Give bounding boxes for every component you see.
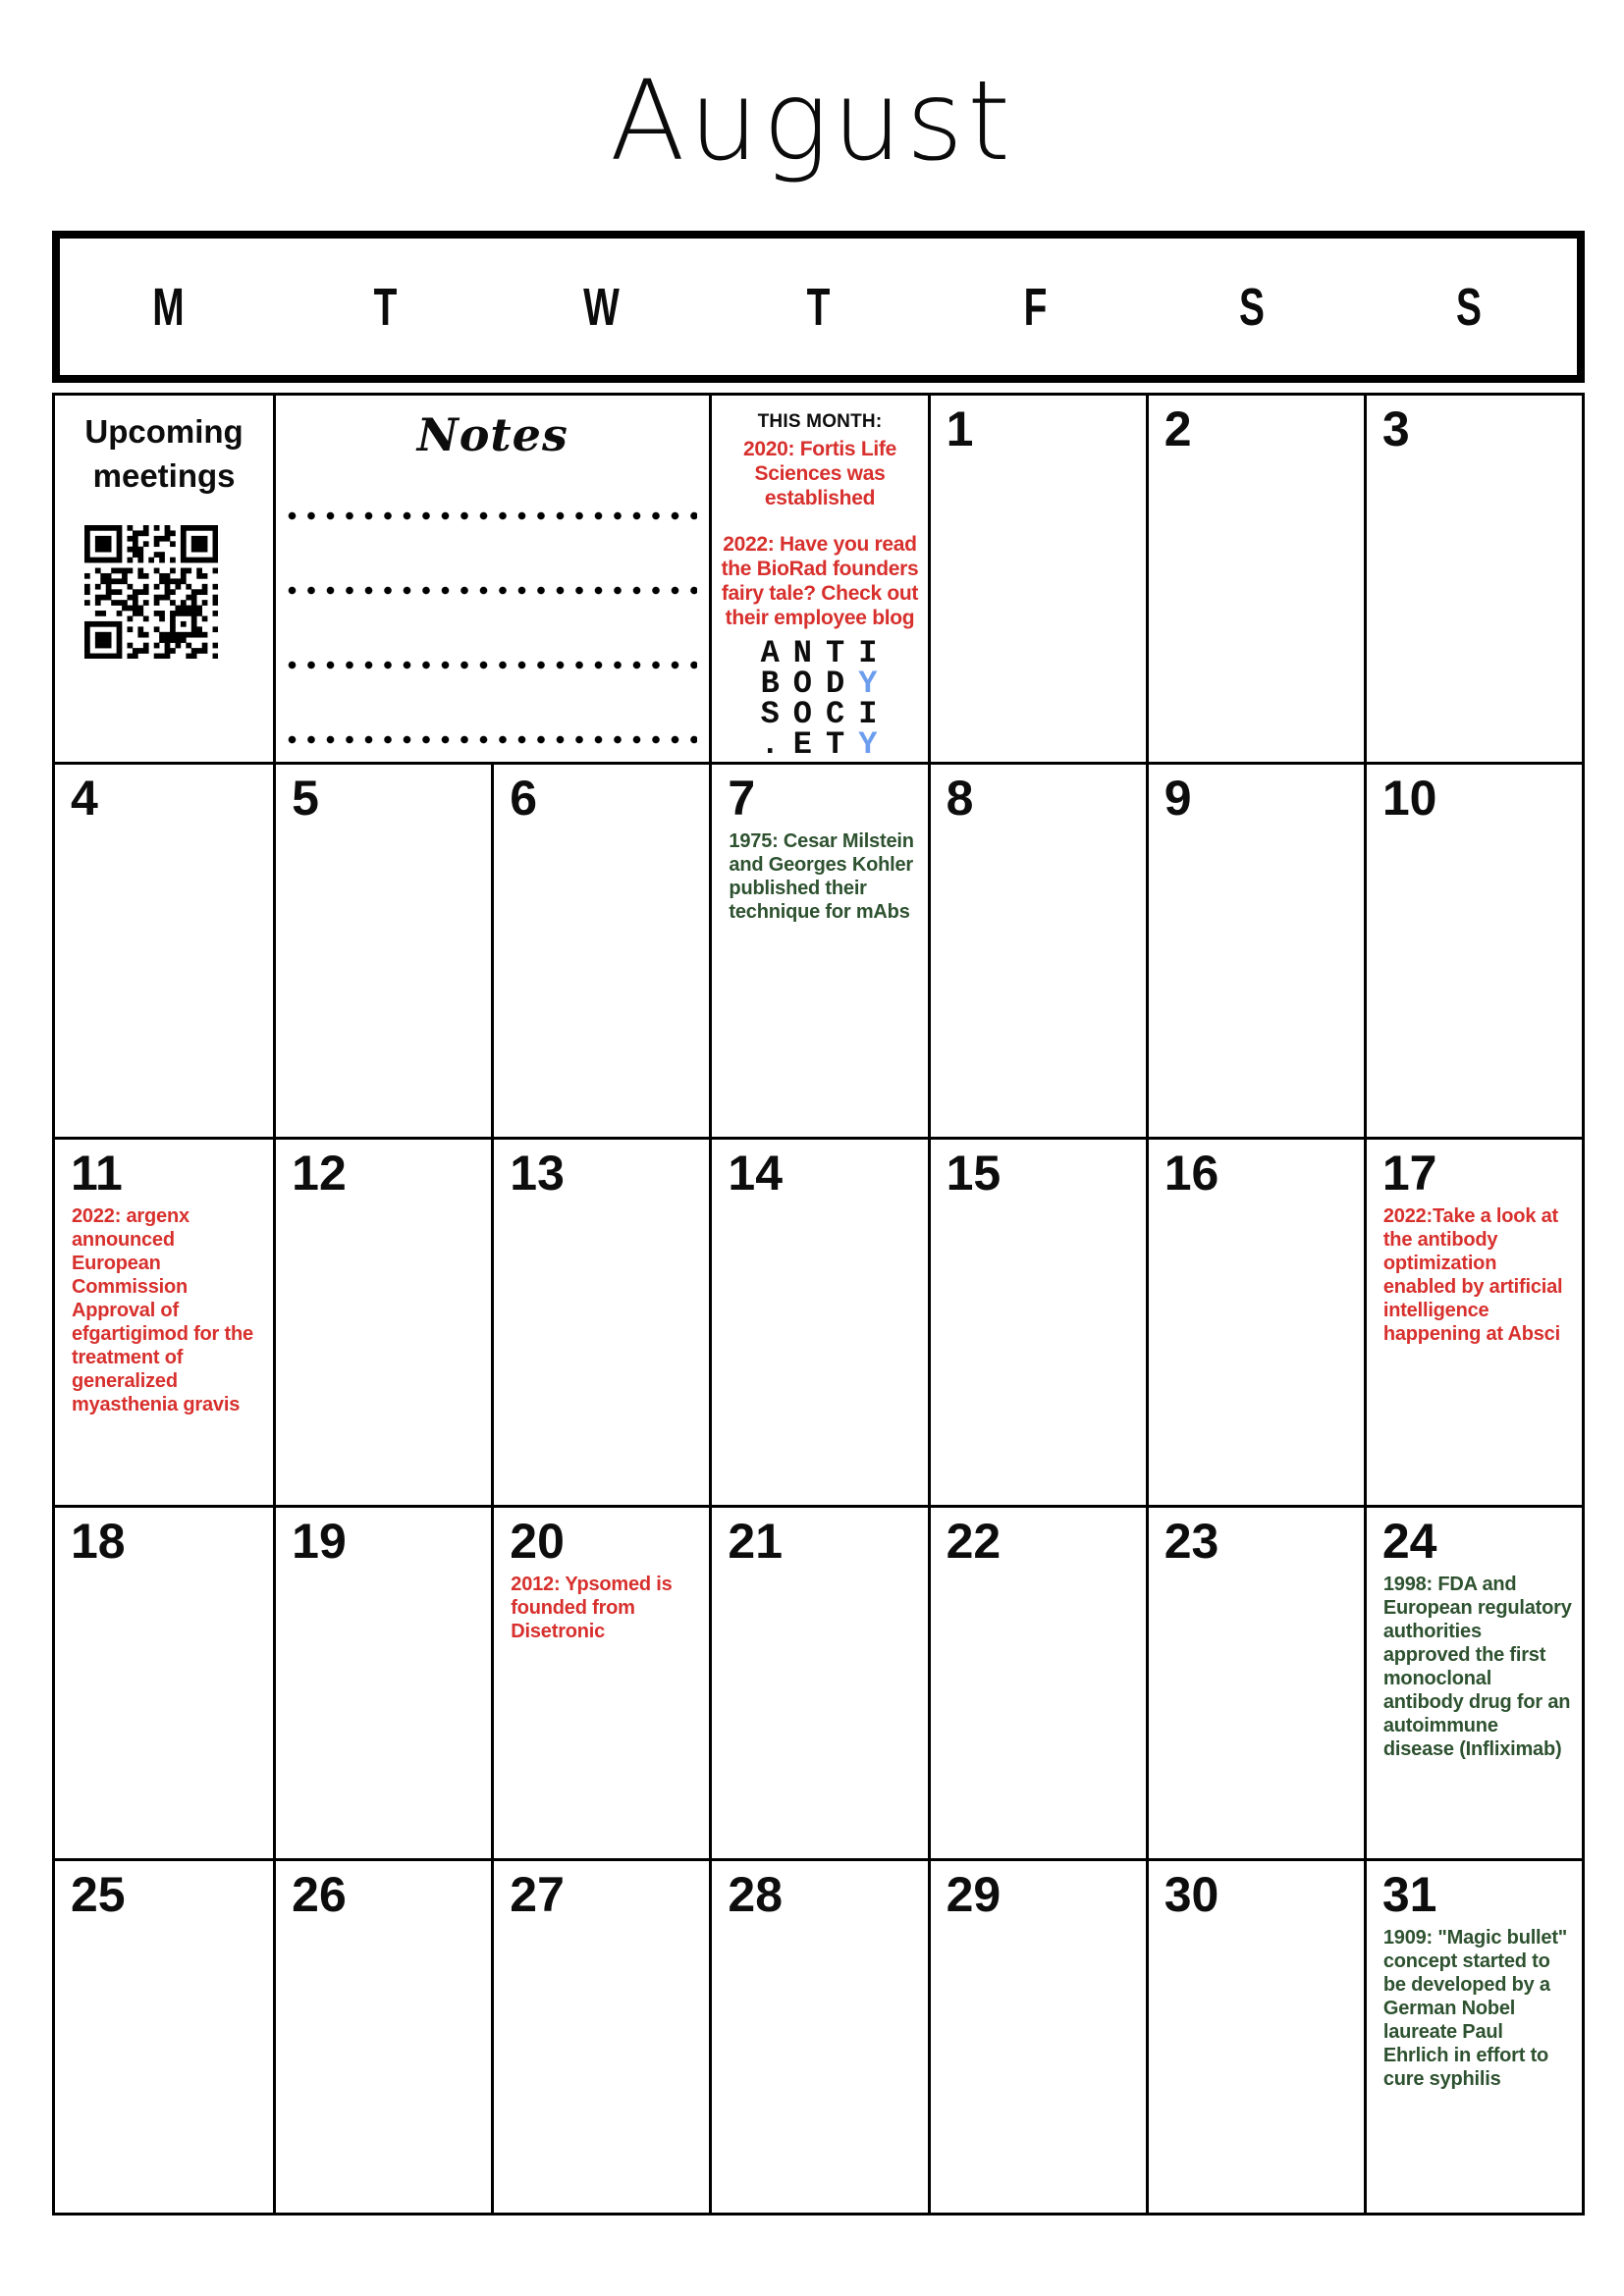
- day-number: 11: [71, 1146, 123, 1201]
- day-number: 16: [1164, 1146, 1219, 1201]
- weekday-friday: [927, 277, 1144, 338]
- day-number: 23: [1164, 1514, 1219, 1569]
- day-number: 24: [1381, 1514, 1437, 1569]
- notes-label: Notes: [416, 408, 568, 461]
- day-cell-9: [1146, 762, 1364, 1137]
- upcoming-meetings-label: Upcoming meetings: [84, 413, 244, 494]
- logo-row: SOCI: [760, 696, 892, 732]
- day-cell-17: [1364, 1137, 1582, 1505]
- weekday-label: T: [806, 277, 831, 337]
- weekday-sunday: [1360, 277, 1577, 338]
- logo-row: .ETY: [760, 726, 892, 762]
- antibody-society-logo: [712, 635, 927, 762]
- day-cell-19: [273, 1505, 491, 1858]
- this-month-entry-2020: 2020: Fortis Life Sciences was established: [743, 438, 896, 509]
- day-number: 7: [728, 771, 756, 826]
- day-number: 5: [292, 771, 319, 826]
- day-note: 1975: Cesar Milstein and Georges Kohler published their technique for mAbs: [729, 829, 914, 923]
- day-cell-2: [1146, 396, 1364, 762]
- qr-code: [84, 525, 218, 659]
- day-number: 6: [510, 771, 538, 826]
- day-number: 25: [71, 1867, 126, 1922]
- day-cell-23: [1146, 1505, 1364, 1858]
- logo-row: ANTI: [760, 635, 892, 671]
- day-number: 12: [292, 1146, 347, 1201]
- weekday-header: [52, 231, 1585, 383]
- notes-cell: [273, 396, 709, 762]
- day-cell-3: [1364, 396, 1582, 762]
- upcoming-meetings-cell: [55, 396, 273, 762]
- day-number: 27: [510, 1867, 565, 1922]
- day-cell-5: [273, 762, 491, 1137]
- weekday-label: T: [373, 277, 397, 337]
- day-number: 17: [1381, 1146, 1437, 1201]
- day-cell-7: [709, 762, 927, 1137]
- notes-dotted-line: [288, 586, 697, 595]
- notes-dotted-line: [288, 511, 697, 520]
- weekday-thursday: [710, 277, 927, 338]
- calendar-grid: [52, 393, 1585, 2216]
- day-number: 1: [946, 401, 974, 456]
- weekday-label: F: [1023, 277, 1048, 337]
- day-cell-27: [491, 1858, 709, 2213]
- day-number: 18: [71, 1514, 126, 1569]
- page-title: August: [609, 58, 1015, 186]
- notes-dotted-line: [288, 735, 697, 744]
- weekday-label: S: [1455, 277, 1482, 337]
- weekday-label: S: [1238, 277, 1265, 337]
- weekday-label: W: [583, 277, 621, 337]
- this-month-cell: [709, 396, 927, 762]
- day-cell-22: [928, 1505, 1146, 1858]
- day-number: 13: [510, 1146, 565, 1201]
- weekday-tuesday: [277, 277, 494, 338]
- day-cell-13: [491, 1137, 709, 1505]
- weekday-label: M: [152, 277, 185, 337]
- day-number: 31: [1381, 1867, 1437, 1922]
- day-cell-20: [491, 1505, 709, 1858]
- day-number: 19: [292, 1514, 347, 1569]
- day-number: 30: [1164, 1867, 1219, 1922]
- day-cell-10: [1364, 762, 1582, 1137]
- day-note: 2022:Take a look at the antibody optimization enabled by artificial intelligence happening at Absci: [1382, 1204, 1563, 1345]
- day-cell-1: [928, 396, 1146, 762]
- day-number: 26: [292, 1867, 347, 1922]
- weekday-saturday: [1144, 277, 1361, 338]
- day-cell-28: [709, 1858, 927, 2213]
- day-number: 4: [71, 771, 98, 826]
- day-cell-8: [928, 762, 1146, 1137]
- day-cell-6: [491, 762, 709, 1137]
- day-cell-4: [55, 762, 273, 1137]
- this-month-heading: THIS MONTH:: [757, 411, 883, 432]
- day-number: 10: [1381, 771, 1437, 826]
- day-cell-12: [273, 1137, 491, 1505]
- day-cell-29: [928, 1858, 1146, 2213]
- weekday-monday: [60, 277, 277, 338]
- day-number: 3: [1381, 401, 1410, 456]
- day-number: 22: [946, 1514, 1001, 1569]
- day-cell-24: [1364, 1505, 1582, 1858]
- day-cell-30: [1146, 1858, 1364, 2213]
- notes-dotted-line: [288, 661, 697, 669]
- day-number: 14: [728, 1146, 784, 1201]
- day-number: 28: [728, 1867, 784, 1922]
- day-cell-25: [55, 1858, 273, 2213]
- day-note: 1998: FDA and European regulatory authorities approved the first monoclonal antibody drug for an autoimmune disease (Infliximab): [1382, 1573, 1572, 1760]
- day-number: 9: [1164, 771, 1192, 826]
- day-cell-11: [55, 1137, 273, 1505]
- day-note: 2022: argenx announced European Commission Approval of efgartigimod for the treatment of generalized myasthenia gravis: [72, 1204, 253, 1415]
- day-note: 2012: Ypsomed is founded from Disetronic: [511, 1573, 673, 1642]
- weekday-wednesday: [493, 277, 710, 338]
- logo-row: BODY: [760, 666, 892, 702]
- day-cell-26: [273, 1858, 491, 2213]
- day-cell-31: [1364, 1858, 1582, 2213]
- day-cell-21: [709, 1505, 927, 1858]
- day-number: 15: [946, 1146, 1001, 1201]
- day-cell-15: [928, 1137, 1146, 1505]
- day-number: 29: [946, 1867, 1001, 1922]
- day-number: 21: [728, 1514, 784, 1569]
- day-number: 8: [946, 771, 974, 826]
- day-cell-18: [55, 1505, 273, 1858]
- this-month-entry-2022: 2022: Have you read the BioRad founders fairy tale? Check out their employee blog: [721, 533, 919, 629]
- day-number: 2: [1164, 401, 1192, 456]
- day-note: 1909: "Magic bullet" concept started to be developed by a German Nobel laureate Paul Ehrlich in effort to cure syphilis: [1382, 1926, 1568, 2090]
- day-cell-14: [709, 1137, 927, 1505]
- day-cell-16: [1146, 1137, 1364, 1505]
- day-number: 20: [510, 1514, 565, 1569]
